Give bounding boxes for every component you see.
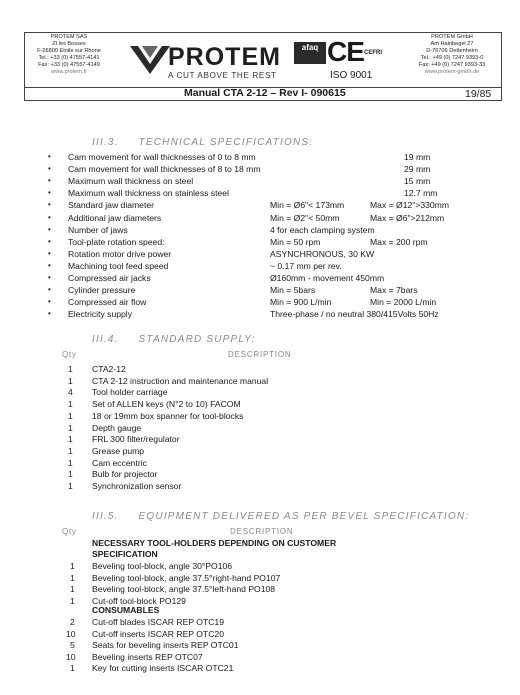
bullet-icon: • bbox=[48, 176, 51, 186]
company-name: PROTEM GmbH bbox=[431, 34, 473, 40]
item-description: Tool holder carriage bbox=[92, 387, 168, 398]
spec-value: Min = 50 rpm bbox=[270, 236, 321, 247]
spec-value: Three-phase / no neutral 380/415Volts 50Hz bbox=[270, 309, 439, 320]
spec-value: 4 for each clamping system bbox=[270, 224, 375, 235]
spec-label: Machining tool feed speed bbox=[68, 260, 169, 271]
item-description: Cam eccentric bbox=[92, 457, 147, 468]
item-qty: 1 bbox=[68, 399, 73, 410]
section-title-supply: III.4. STANDARD SUPPLY: bbox=[92, 334, 256, 345]
item-qty: 1 bbox=[68, 422, 73, 433]
item-description: Beveling tool-block, angle 37.5°left-hand PO108 bbox=[92, 584, 276, 594]
bullet-icon: • bbox=[48, 224, 51, 234]
item-description: Bulb for projector bbox=[92, 469, 158, 480]
bullet-icon: • bbox=[48, 236, 51, 246]
bullet-icon: • bbox=[48, 285, 51, 295]
page-number: 19/85 bbox=[465, 88, 492, 100]
item-qty: 1 bbox=[70, 561, 75, 571]
spec-value-max: Max = 200 rpm bbox=[370, 236, 428, 247]
spec-value-max: Max = Ø6">212mm bbox=[370, 212, 445, 223]
spec-label: Electricity supply bbox=[68, 309, 132, 320]
item-qty: 1 bbox=[68, 445, 73, 456]
manual-title: Manual CTA 2-12 – Rev I- 090615 bbox=[184, 87, 346, 99]
item-qty: 1 bbox=[68, 469, 73, 480]
spec-value: Min = 900 L/min bbox=[270, 297, 332, 308]
tool-holders-heading: NECESSARY TOOL-HOLDERS DEPENDING ON CUSTOMER bbox=[92, 538, 337, 548]
spec-value-max: Min = 2000 L/min bbox=[370, 297, 437, 308]
fax-line: Fax: +49 (0) 7247 9393-33 bbox=[418, 62, 486, 68]
item-qty: 1 bbox=[70, 663, 75, 673]
item-description: CTA 2-12 instruction and maintenance manual bbox=[92, 375, 269, 386]
item-qty: 1 bbox=[70, 584, 75, 594]
item-qty: 1 bbox=[68, 364, 73, 374]
tool-holders-heading-cont: SPECIFICATION bbox=[92, 549, 158, 559]
ce-mark: CE bbox=[327, 36, 364, 67]
item-qty: 5 bbox=[70, 640, 75, 650]
bullet-icon: • bbox=[48, 164, 51, 174]
address-line: F-26800 Etoile sur Rhone bbox=[37, 48, 101, 54]
afaq-badge: afaq bbox=[294, 42, 326, 64]
spec-value: ASYNCHRONOUS, 30 KW bbox=[270, 248, 375, 259]
spec-label: Number of jaws bbox=[68, 224, 128, 235]
item-qty: 1 bbox=[68, 434, 73, 445]
spec-value: Min = Ø6"< 173mm bbox=[270, 200, 345, 211]
consumables-heading: CONSUMABLES bbox=[92, 605, 160, 615]
spec-label: Compressed air flow bbox=[68, 297, 147, 308]
item-description: Beveling tool-block, angle 30°PO106 bbox=[92, 561, 233, 571]
bullet-icon: • bbox=[48, 248, 51, 258]
spec-value: 12.7 mm bbox=[404, 188, 438, 199]
description-header: DESCRIPTION bbox=[230, 527, 294, 536]
item-description: 18 or 19mm box spanner for tool-blocks bbox=[92, 410, 244, 421]
bullet-icon: • bbox=[48, 273, 51, 282]
phone-line: Tel.: +33 (0) 47557-4141 bbox=[38, 55, 100, 61]
website-line: www.protem-gmbh.de bbox=[424, 69, 480, 75]
tagline: A CUT ABOVE THE REST bbox=[168, 71, 277, 80]
item-description: Key for cutting inserts ISCAR OTC21 bbox=[92, 663, 234, 673]
item-description: Cut-off blades ISCAR REP OTC19 bbox=[92, 617, 224, 627]
bullet-icon: • bbox=[48, 188, 51, 198]
item-description: CTA2-12 bbox=[92, 364, 126, 374]
spec-value: 29 mm bbox=[404, 164, 431, 175]
spec-value: Ø160mm - movement 450mm bbox=[270, 273, 385, 283]
item-qty: 1 bbox=[68, 481, 73, 491]
spec-label: Maximum wall thickness on steel bbox=[68, 176, 194, 187]
item-qty: 1 bbox=[70, 595, 75, 606]
spec-label: Standard jaw diameter bbox=[68, 200, 154, 211]
spec-value: 15 mm bbox=[404, 176, 431, 187]
logo-text: PROTEM bbox=[168, 43, 281, 71]
phone-line: Tel.: +49 (0) 7247 9393-0 bbox=[420, 55, 484, 61]
bullet-icon: • bbox=[48, 309, 51, 319]
section-title-bevel: III.5. EQUIPMENT DELIVERED AS PER BEVEL SPECIFICATION: bbox=[92, 511, 470, 522]
spec-label: Cylinder pressure bbox=[68, 285, 136, 296]
spec-value-max: Max = Ø12">330mm bbox=[370, 200, 449, 211]
address-line: ZI les Bosses bbox=[52, 41, 86, 47]
item-description: Seats for beveling inserts REP OTC01 bbox=[92, 640, 239, 650]
item-description: Cut-off tool-block PO129 bbox=[92, 595, 186, 606]
spec-label: Additional jaw diameters bbox=[68, 212, 162, 223]
spec-value: 19 mm bbox=[404, 152, 431, 162]
address-line: Am Hainbegel 27 bbox=[430, 41, 474, 47]
item-qty: 1 bbox=[68, 410, 73, 421]
item-description: Synchronization sensor bbox=[92, 481, 182, 491]
item-description: Set of ALLEN keys (N°2 to 10) FACOM bbox=[92, 399, 241, 410]
qty-header: Qty bbox=[62, 527, 77, 536]
item-description: FRL 300 filter/regulator bbox=[92, 434, 180, 445]
item-qty: 1 bbox=[70, 572, 75, 583]
item-description: Grease pump bbox=[92, 445, 145, 456]
bullet-icon: • bbox=[48, 200, 51, 210]
spec-label: Rotation motor drive power bbox=[68, 248, 172, 259]
item-description: Depth gauge bbox=[92, 422, 142, 433]
item-qty: 1 bbox=[68, 375, 73, 386]
spec-label: Cam movement for wall thicknesses of 0 to 8 mm bbox=[68, 152, 256, 162]
item-description: Beveling tool-block, angle 37.5°right-hand PO107 bbox=[92, 572, 281, 583]
spec-value: Min = 5bars bbox=[270, 285, 316, 296]
bullet-icon: • bbox=[48, 152, 51, 161]
spec-label: Tool-plate rotation speed: bbox=[68, 236, 165, 247]
item-qty: 10 bbox=[66, 651, 76, 662]
company-name: PROTEM SAS bbox=[50, 34, 88, 40]
description-header: DESCRIPTION bbox=[228, 350, 292, 359]
spec-label: Cam movement for wall thicknesses of 8 to 18 mm bbox=[68, 164, 261, 175]
section-title-technical: III.3. TECHNICAL SPECIFICATIONS: bbox=[92, 137, 314, 148]
spec-label: Compressed air jacks bbox=[68, 273, 151, 283]
protem-logo-icon bbox=[128, 42, 172, 78]
item-qty: 10 bbox=[66, 628, 76, 639]
item-qty: 4 bbox=[68, 387, 73, 398]
spec-value: ~ 0.17 mm per rev. bbox=[270, 260, 342, 271]
bullet-icon: • bbox=[48, 212, 51, 222]
item-description: Beveling inserts REP OTC07 bbox=[92, 651, 203, 662]
right-address bbox=[406, 34, 498, 76]
spec-value-max: Max = 7bars bbox=[370, 285, 418, 296]
address-line: D-76706 Dettenheim bbox=[426, 48, 478, 54]
fax-line: Fax: +33 (0) 47557-4149 bbox=[38, 62, 100, 68]
cefri-mark: CEFRI bbox=[364, 50, 382, 56]
item-qty: 2 bbox=[70, 617, 75, 627]
spec-value: Min = Ø2"< 50mm bbox=[270, 212, 340, 223]
bullet-icon: • bbox=[48, 260, 51, 270]
bullet-icon: • bbox=[48, 297, 51, 307]
item-qty: 1 bbox=[68, 457, 73, 468]
qty-header: Qty bbox=[62, 350, 77, 359]
item-description: Cut-off inserts ISCAR REP OTC20 bbox=[92, 628, 224, 639]
spec-label: Maximum wall thickness on stainless steel bbox=[68, 188, 229, 199]
iso-label: ISO 9001 bbox=[330, 70, 373, 81]
left-address bbox=[26, 34, 112, 76]
website-line: www.protem.fr bbox=[51, 69, 87, 75]
